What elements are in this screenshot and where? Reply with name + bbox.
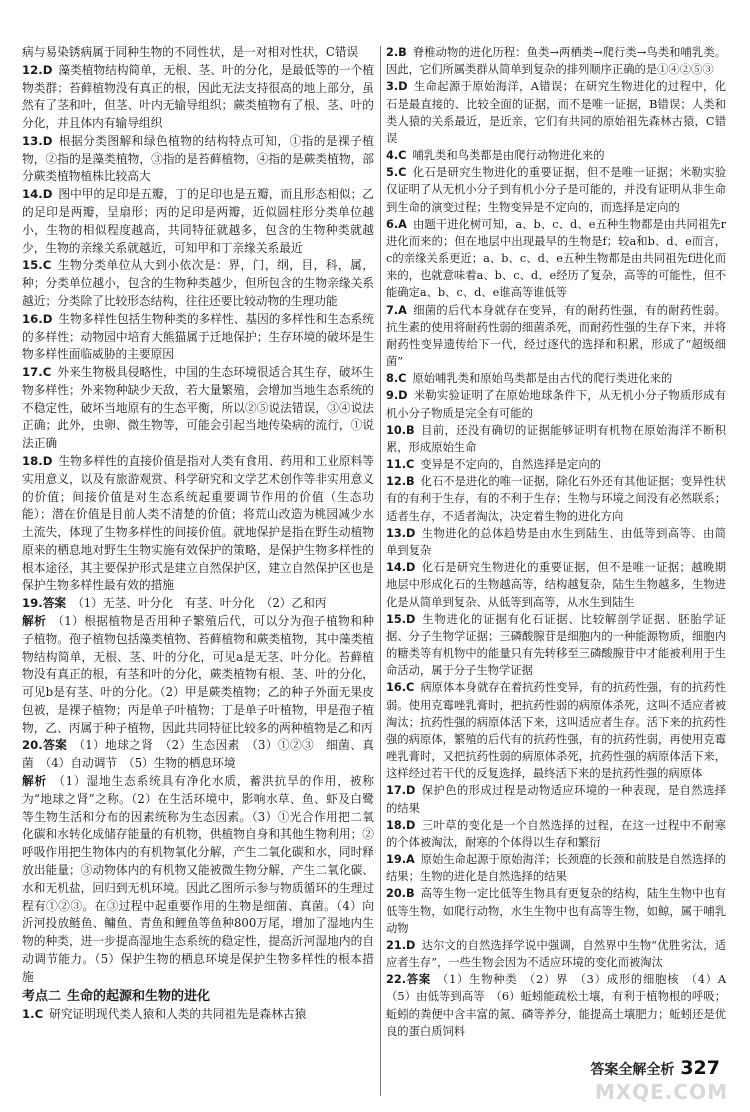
item-text: 生物分类单位从大到小依次是：界，门，纲，目，科，属，种；分类单位越小，包含的生物种类越少，但所包含的生物亲缘关系越近；分类除了比较形态结构，往往还要比较动物的生理功能 [22, 258, 374, 308]
answer-item [386, 559, 726, 611]
answer-item [386, 971, 738, 1040]
answer-item [386, 473, 726, 525]
item-number: 13.D [386, 526, 416, 540]
item-text: 图中甲的足印是五瓣，丁的足印也是五瓣，而且形态相似；乙的足印是两瓣，呈扇形；丙的足印是两瓣，近似圆柱形分类单位越小，生物的相似程度越高，共同特征就越多，包含的生物种类就越少，生物的亲缘关系就越近，可知甲和丁亲缘关系最近 [22, 187, 374, 255]
item-text: 生物多样性的直接价值是指对人类有食用、药用和工业原料等实用意义，以及有旅游观赏、科学研究和文学艺术创作等非实用意义的价值；间接价值是对生态系统起重要调节作用的价值（生态功能）；潜在价值是目前人类不清楚的价值；将荒山改造为桃园减少水土流失，体现了生物多样性的间接价值。就地保护是指在野生动植物原来的栖息地对野生生物实施有效保护的策略，是保护生物多样性的根本途径，其主要保护形式是建立自然保护区，建立自然保护区也是保护生物多样性最有效的措施 [22, 453, 374, 593]
item-text: （1）根据植物是否用种子繁殖后代，可以分为孢子植物和种子植物。孢子植物包括藻类植物、苔藓植物和蕨类植物，其中藻类植物结构简单，无根、茎、叶的分化，可见a是无茎、叶分化。苔藓植物没有真正的根，有茎和叶的分化，蕨类植物有根、茎、叶的分化，可见b是有茎、叶的分化。（2）甲是蕨类植物；乙的种子外面无果皮包被，是裸子植物；丙是单子叶植物；丁是单子叶植物，甲是孢子植物，乙、丙属于种子植物，因此共同特征比较多的两种植物是乙和丙 [22, 614, 374, 735]
answer-item [22, 364, 374, 453]
item-number: 22.答案 [386, 973, 431, 987]
item-number: 15.C [22, 258, 52, 273]
item-number: 16.D [22, 311, 53, 326]
item-number: 5.C [386, 166, 407, 180]
answer-item [386, 679, 726, 782]
answer-item [386, 78, 726, 147]
item-text: 生物进化的证据有化石证据、比较解剖学证据、胚胎学证据、分子生物学证据；三磷酸腺苷是细胞内的一种能源物质，细胞内的糖类等有机物中的能量只有先转移至三磷酸腺苷中才能被利用于生命活动，属于分子生物学证据 [386, 612, 726, 678]
item-text: 达尔文的自然选择学说中强调，自然界中生物“优胜劣汰，适应者生存”，一些生物会因为不适应环境的变化而被淘汰 [386, 938, 726, 970]
answer-item [386, 164, 726, 216]
answer-item [22, 773, 374, 986]
item-text: （1）地球之肾 （2）生态因素 （3）①②③ 细菌、真菌 （4）自动调节 （5）生物的栖息环境 [22, 738, 374, 771]
item-number: 15.D [386, 612, 416, 626]
answer-item [22, 311, 374, 364]
answer-item [22, 453, 374, 595]
item-text: 三叶草的变化是一个自然选择的过程，在这一过程中不耐寒的个体被淘汰，耐寒的个体得以生存和繁衍 [386, 818, 726, 849]
answer-item [22, 595, 374, 613]
item-text: 哺乳类和鸟类都是由爬行动物进化来的 [412, 149, 605, 163]
answer-item [22, 62, 374, 133]
item-text: 脊椎动物的进化历程：鱼类→两栖类→爬行类→鸟类和哺乳类。因此，它们所属类群从简单到复杂的排列顺序正确的是①④②⑤③ [386, 46, 726, 77]
item-number: 16.C [386, 681, 415, 695]
answer-item [386, 782, 726, 816]
answer-item [22, 1006, 374, 1024]
item-number: 17.D [386, 784, 416, 798]
item-text: （1）无茎、叶分化 有茎、叶分化 （2）乙和丙 [72, 596, 327, 611]
answer-item [22, 257, 374, 310]
answer-item [22, 44, 374, 62]
item-number: 19.A [386, 853, 415, 867]
left-column [22, 44, 374, 1024]
answer-item [22, 186, 374, 257]
item-number: 3.D [386, 80, 408, 94]
answer-item [386, 370, 726, 387]
item-text: 藻类植物结构简单，无根、茎、叶的分化，是最低等的一个植物类群；苔藓植物没有真正的根，因此无法支持很高的地上部分，虽然有了茎和叶，但茎、叶内无输导组织；蕨类植物有了根、茎、叶的分化，并且体内有输导组织 [22, 62, 374, 131]
item-text: 化石是研究生物进化的重要证据，但不是唯一证据；越晚期地层中形成化石的生物越高等，结构越复杂，陆生生物越多，生物进化是从简单到复杂、从低等到高等，从水生到陆生 [386, 561, 726, 609]
item-number: 4.C [386, 149, 407, 163]
item-number: 9.D [386, 389, 408, 403]
item-number: 14.D [386, 561, 416, 575]
item-text: 病原体本身就存在着抗药性变异，有的抗药性强，有的抗药性弱。使用克霉唑乳膏时，把抗药性弱的病原体杀死，这叫不适应者被淘汰；抗药性强的病原体活下来，这叫适应者生存。活下来的抗药性强的病原体，繁殖的后代有的抗药性强，有的抗药性弱，再使用克霉唑乳膏时，又把抗药性弱的病原体杀死，抗药性强的病原体活下来，这样经过若干代的反复选择，最终活下来的是抗药性强的病原体 [386, 681, 726, 781]
answer-item [386, 147, 726, 164]
item-text: 根据分类图解和绿色植物的结构特点可知，①指的是裸子植物，②指的是藻类植物，③指的是苔藓植物，④指的是蕨类植物，部分蕨类植物植株比较高大 [22, 133, 374, 184]
answer-item [386, 885, 726, 937]
item-number: 8.C [386, 372, 407, 386]
item-text: 化石是研究生物进化的重要证据，但不是唯一证据；米勒实验仅证明了从无机小分子到有机小分子是可能的，并没有证明从非生命到生命的演变过程；生物变异是不定向的，而选择是定向的 [386, 166, 726, 214]
item-text: 细菌的后代本身就存在变异，有的耐药性强，有的耐药性弱。抗生素的使用将耐药性弱的细菌杀死，而耐药性强的生存下来，并将耐药性变异遗传给下一代，经过逐代的选择和积累，形成了“超级细菌” [386, 303, 726, 369]
answer-item [386, 216, 726, 302]
item-text: （1）湿地生态系统具有净化水质，蓄洪抗旱的作用，被称为“地球之肾”之称。（2）在生活环境中，影响水草、鱼、虾及白鹭等生物生活和分布的因素统称为生态因素。（3）①光合作用把二氧化碳和水转化成储存能量的有机物，供植物自身和其他生物利用；②呼吸作用把生物体内的有机物氧化分解，产生二氧化碳和水，同时释放出能量；③动物体内的有机物又能被微生物分解，产生二氧化碳、水和无机盐，回归到无机环境。因此乙图所示参与物质循环的生理过程有①②③。在③过程中起重要作用的生物是细菌、真菌。（4）向沂河投放鲢鱼、鳙鱼、青鱼和鲤鱼等鱼种800万尾，增加了湿地内生物的种类，进一步提高湿地生态系统的稳定性，提高沂河湿地内的自动调节能力。（5）保护生物的栖息环境是保护生物多样性的根本措施 [22, 774, 374, 984]
item-number: 考点二 [22, 989, 62, 1005]
item-text: 米勒实验证明了在原始地球条件下，从无机小分子物质形成有机小分子物质是完全有可能的 [386, 389, 726, 420]
answer-item [386, 851, 726, 885]
answer-item [22, 133, 374, 186]
item-text: 保护色的形成过程是动物适应环境的一种表现，是自然选择的结果 [386, 784, 726, 815]
page-number: 327 [680, 1057, 720, 1079]
item-text: 原始生命起源于原始海洋；长颈鹿的长颈和前肢是自然选择的结果；生物的进化是自然选择的结果 [386, 853, 726, 884]
answer-item [386, 422, 726, 456]
watermark: MXQE.COM [594, 1080, 728, 1104]
item-text: 研究证明现代类人猿和人类的共同祖先是森林古猿 [49, 1007, 307, 1022]
answer-item [386, 387, 726, 421]
right-column [386, 44, 738, 1040]
section-heading [22, 988, 374, 1006]
item-number: 解析 [22, 614, 47, 628]
item-number: 18.D [386, 818, 416, 832]
item-text: （1）生物种类 （2）界 （3）成形的细胞核 （4）A （5）由低等到高等 （6）蚯蚓能疏松土壤，有利于植物根的呼吸；蚯蚓的粪便中含丰富的氮、磷等养分，能提高土壤肥力；蚯蚓还是优良的蛋白质饲料 [386, 973, 738, 1038]
item-number: 7.A [386, 303, 407, 317]
answer-item [386, 456, 726, 473]
column-divider [380, 46, 381, 1096]
item-text: 生物进化的总体趋势是由水生到陆生、由低等到高等、由简单到复杂 [386, 526, 726, 557]
item-text: 生物多样性包括生物种类的多样性、基因的多样性和生态系统的多样性；动物园中培育大熊猫属于迁地保护；生存环境的破坏是生物多样性面临威胁的主要原因 [22, 311, 374, 362]
answer-item [386, 937, 726, 971]
item-number: 2.B [386, 46, 407, 59]
item-number: 10.B [386, 423, 415, 437]
item-number: 19.答案 [22, 596, 67, 611]
item-text: 生命的起源和生物的进化 [67, 989, 211, 1005]
item-number: 11.C [386, 458, 415, 472]
item-text: 目前，还没有确切的证据能够证明有机物在原始海洋不断积累，形成原始生命 [386, 423, 726, 454]
item-text: 变异是不定向的，自然选择是定向的 [420, 458, 602, 472]
item-text: 高等生物一定比低等生物具有更复杂的结构，陆生生物中也有低等生物，如爬行动物，水生生物中也有高等生物，如鲸，属于哺乳动物 [386, 887, 726, 935]
answer-item [386, 44, 726, 78]
item-text: 生命起源于原始海洋，A错误；在研究生物进化的过程中，化石是最直接的、比较全面的证据，而不是唯一证据，B错误；人类和类人猿的关系最近，是近亲，它们有共同的原始祖先森林古猿，C错误 [386, 80, 726, 145]
item-text: 外来生物极具侵略性，中国的生态环境很适合其生存，破坏生物多样性；外来物种缺少天敌，若大量繁殖，会增加当地生态系统的不稳定性，破坏当地原有的生态平衡，所以②⑤说法错误，③④说法正确；此外，虫卵、微生物等，可能会引起当地传染病的流行，①说法正确 [22, 365, 374, 451]
item-number: 20.答案 [22, 738, 68, 753]
item-number: 13.D [22, 133, 53, 148]
answer-item [386, 817, 726, 851]
item-number: 14.D [22, 187, 53, 202]
item-number: 12.D [22, 62, 53, 77]
answer-item [22, 613, 374, 737]
item-number: 17.C [22, 365, 52, 380]
item-text: 病与易染锈病属于同种生物的不同性状，是一对相对性状，C错误 [22, 45, 359, 59]
item-number: 20.B [386, 887, 415, 901]
item-number: 6.A [386, 217, 407, 231]
answer-item [386, 525, 726, 559]
answer-item [386, 611, 726, 680]
item-text: 化石不是进化的唯一证据，除化石外还有其他证据；变异性状有的有利于生存，有的不利于生存；生物与环境之间没有必然联系；适者生存，不适者淘汰，决定着生物的进化方向 [386, 475, 726, 523]
item-number: 18.D [22, 453, 53, 468]
item-number: 解析 [22, 774, 48, 789]
item-number: 12.B [386, 475, 415, 489]
answer-item [386, 302, 726, 371]
item-number: 21.D [386, 938, 416, 952]
book-section-label: 答案全解全析 [590, 1062, 675, 1078]
answer-item [22, 737, 374, 773]
item-text: 原始哺乳类和原始鸟类都是由古代的爬行类进化来的 [412, 372, 673, 386]
item-text: 由题干进化树可知，a、b、c、d、e五种生物都是由共同祖先r进化而来的；但在地层中出现最早的生物是f；较a和b、d、e而言，c的亲缘关系更近；a、b、c、d、e五种生物都是由共同祖先f进化而来的，也就意味着a、b、c、d、e经历了复杂，高等的可能性，但不能确定a、b、c、d、e谁高等谁低等 [386, 217, 726, 300]
item-number: 1.C [22, 1007, 44, 1022]
page-footer [590, 1057, 720, 1079]
